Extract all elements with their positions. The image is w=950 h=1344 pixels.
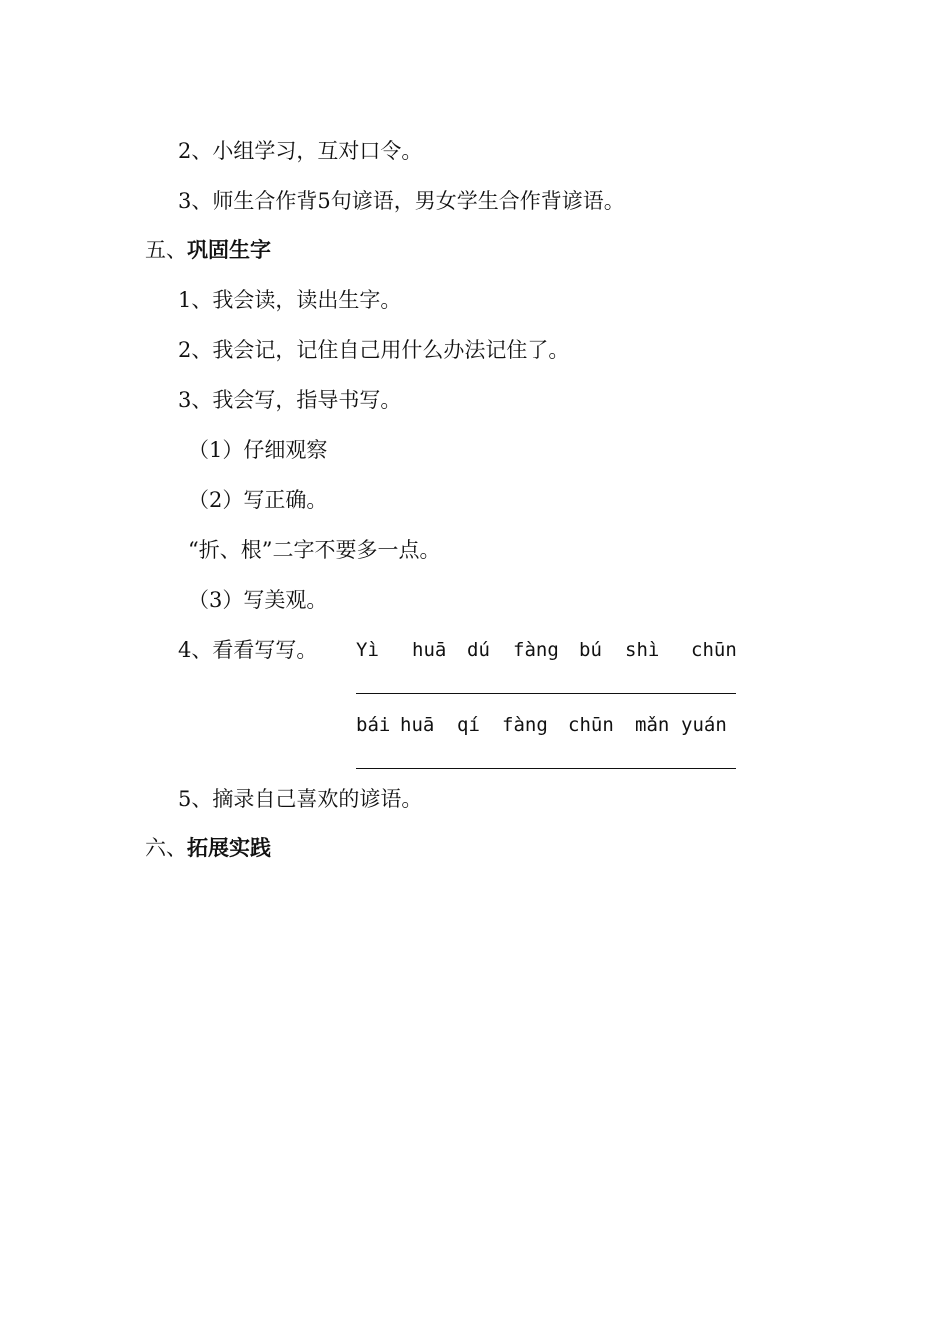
line-observe: （1）仔细观察	[188, 438, 328, 462]
pinyin-syllable: yuán	[681, 714, 727, 736]
line-stroke-note: “折、根”二字不要多一点。	[188, 538, 441, 562]
line-read: 1、我会读，读出生字。	[178, 288, 402, 312]
pinyin-syllable: bái	[356, 714, 391, 736]
heading-consolidate-characters	[145, 238, 271, 262]
heading-number: 五、	[145, 238, 187, 262]
line-look-and-write: 4、看看写写。	[178, 638, 318, 662]
pinyin-syllable: shì	[625, 639, 660, 661]
pinyin-syllable: Yì	[356, 639, 379, 661]
heading-extended-practice	[145, 836, 271, 860]
pinyin-syllable: fàng	[502, 714, 548, 736]
pinyin-syllable: huā	[412, 639, 447, 661]
pinyin-syllable: dú	[467, 639, 490, 661]
line-write-correctly: （2）写正确。	[188, 488, 328, 512]
pinyin-syllable: mǎn	[635, 714, 670, 736]
pinyin-syllable: qí	[457, 714, 480, 736]
line-write-beautifully: （3）写美观。	[188, 588, 328, 612]
heading-text: 巩固生字	[187, 238, 271, 262]
pinyin-syllable: fàng	[513, 639, 559, 661]
heading-text: 拓展实践	[187, 836, 271, 860]
line-remember: 2、我会记，记住自己用什么办法记住了。	[178, 338, 570, 362]
heading-number: 六、	[145, 836, 187, 860]
line-copy-proverbs: 5、摘录自己喜欢的谚语。	[178, 787, 423, 811]
pinyin-syllable: chūn	[568, 714, 614, 736]
line-small-group-study: 2、小组学习，互对口令。	[178, 139, 423, 163]
writing-line-1	[356, 693, 736, 694]
line-write: 3、我会写，指导书写。	[178, 388, 402, 412]
pinyin-syllable: chūn	[691, 639, 737, 661]
pinyin-syllable: huā	[400, 714, 435, 736]
writing-line-2	[356, 768, 736, 769]
pinyin-syllable: bú	[579, 639, 602, 661]
line-recite-proverbs: 3、师生合作背5句谚语，男女学生合作背谚语。	[178, 189, 625, 213]
